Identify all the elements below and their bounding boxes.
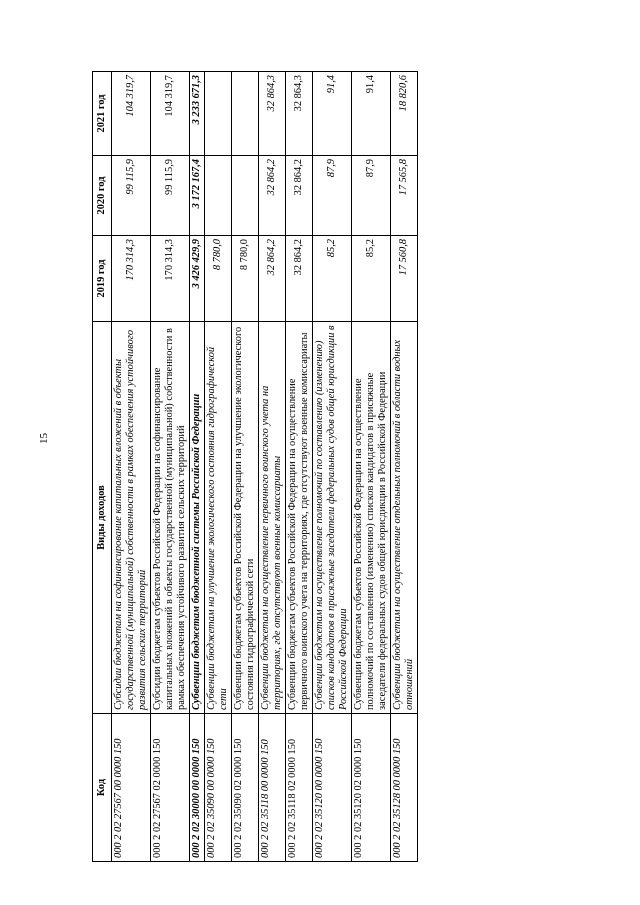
value-2021 <box>232 72 259 156</box>
value-2021 <box>205 72 232 156</box>
code-cell: 000 2 02 35090 00 0000 150 <box>205 714 232 862</box>
code-cell: 000 2 02 35090 02 0000 150 <box>232 714 259 862</box>
revenue-name-cell: Субвенции бюджетам на осуществление полномочий по составлению (изменению) списков кандидатов в присяжные заседатели федеральных судов общей юрисдикции в Российской Федерации <box>313 322 352 714</box>
value-2020 <box>232 156 259 236</box>
code-cell: 000 2 02 35118 00 0000 150 <box>259 714 286 862</box>
table-row <box>112 72 151 862</box>
revenue-name-cell: Субсидии бюджетам субъектов Российской Федерации на софинансирование капитальных вложений в объекты государственной (муниципальной) собственности в рамках обеспечения устойчивого развития сельских территорий <box>151 322 190 714</box>
value-2020: 87,9 <box>352 156 391 236</box>
value-2021: 104 319,7 <box>151 72 190 156</box>
value-2019: 170 314,3 <box>112 236 151 322</box>
code-cell: 000 2 02 30000 00 0000 150 <box>190 714 205 862</box>
code-cell: 000 2 02 27567 02 0000 150 <box>151 714 190 862</box>
table-row <box>313 72 352 862</box>
revenue-name-cell: Субсидии бюджетам на софинансирование капитальных вложений в объекты государственной (муниципальной) собственности в рамках обеспечения устойчивого развития сельских территорий <box>112 322 151 714</box>
code-cell: 000 2 02 35120 00 0000 150 <box>313 714 352 862</box>
value-2019: 17 560,8 <box>391 236 418 322</box>
value-2021: 91,4 <box>313 72 352 156</box>
value-2019: 8 780,0 <box>205 236 232 322</box>
table-row <box>352 72 391 862</box>
page-number: 15 <box>38 433 50 444</box>
value-2019: 32 864,2 <box>286 236 313 322</box>
code-cell: 000 2 02 35118 02 0000 150 <box>286 714 313 862</box>
value-2019: 85,2 <box>352 236 391 322</box>
table-row <box>286 72 313 862</box>
value-2020: 32 864,2 <box>286 156 313 236</box>
revenue-name-cell: Субвенции бюджетам на осуществление первичного воинского учета на территориях, где отсутствуют военные комиссариаты <box>259 322 286 714</box>
value-2019: 170 314,3 <box>151 236 190 322</box>
value-2020: 17 565,8 <box>391 156 418 236</box>
value-2020: 99 115,9 <box>112 156 151 236</box>
value-2021: 32 864,3 <box>286 72 313 156</box>
revenue-name-cell: Субвенции бюджетам субъектов Российской Федерации на улучшение экологического состояния гидрографической сети <box>232 322 259 714</box>
table-row <box>151 72 190 862</box>
value-2019: 32 864,2 <box>259 236 286 322</box>
code-cell: 000 2 02 35128 00 0000 150 <box>391 714 418 862</box>
value-2020: 99 115,9 <box>151 156 190 236</box>
revenue-name-cell: Субвенции бюджетам на улучшение экологического состояния гидрографической сети <box>205 322 232 714</box>
table-row <box>190 72 205 862</box>
header-code: Код <box>93 714 112 862</box>
value-2020: 3 172 167,4 <box>190 156 205 236</box>
header-revenue-type: Виды доходов <box>93 322 112 714</box>
value-2020: 87,9 <box>313 156 352 236</box>
code-cell: 000 2 02 27567 00 0000 150 <box>112 714 151 862</box>
table-header-row <box>93 72 112 862</box>
revenue-table-container <box>92 72 592 862</box>
code-cell: 000 2 02 35120 02 0000 150 <box>352 714 391 862</box>
value-2020 <box>205 156 232 236</box>
table-body <box>112 72 418 862</box>
value-2021: 18 820,6 <box>391 72 418 156</box>
value-2021: 104 319,7 <box>112 72 151 156</box>
value-2021: 3 233 671,3 <box>190 72 205 156</box>
revenue-name-cell: Субвенции бюджетам бюджетной системы Российской Федерации <box>190 322 205 714</box>
header-2019: 2019 год <box>93 236 112 322</box>
header-2020: 2020 год <box>93 156 112 236</box>
table-row <box>259 72 286 862</box>
value-2019: 8 780,0 <box>232 236 259 322</box>
value-2021: 32 864,3 <box>259 72 286 156</box>
revenue-name-cell: Субвенции бюджетам субъектов Российской Федерации на осуществление первичного воинского учета на территориях, где отсутствуют военные комиссариаты <box>286 322 313 714</box>
header-2021: 2021 год <box>93 72 112 156</box>
revenue-table <box>92 71 418 862</box>
value-2019: 3 426 429,9 <box>190 236 205 322</box>
value-2019: 85,2 <box>313 236 352 322</box>
table-row <box>391 72 418 862</box>
revenue-name-cell: Субвенции бюджетам на осуществление отдельных полномочий в области водных отношений <box>391 322 418 714</box>
value-2021: 91,4 <box>352 72 391 156</box>
revenue-name-cell: Субвенции бюджетам субъектов Российской Федерации на осуществление полномочий по составлению (изменению) списков кандидатов в присяжные заседатели федеральных судов общей юрисдикции в Российской Федерации <box>352 322 391 714</box>
table-row <box>232 72 259 862</box>
table-row <box>205 72 232 862</box>
value-2020: 32 864,2 <box>259 156 286 236</box>
